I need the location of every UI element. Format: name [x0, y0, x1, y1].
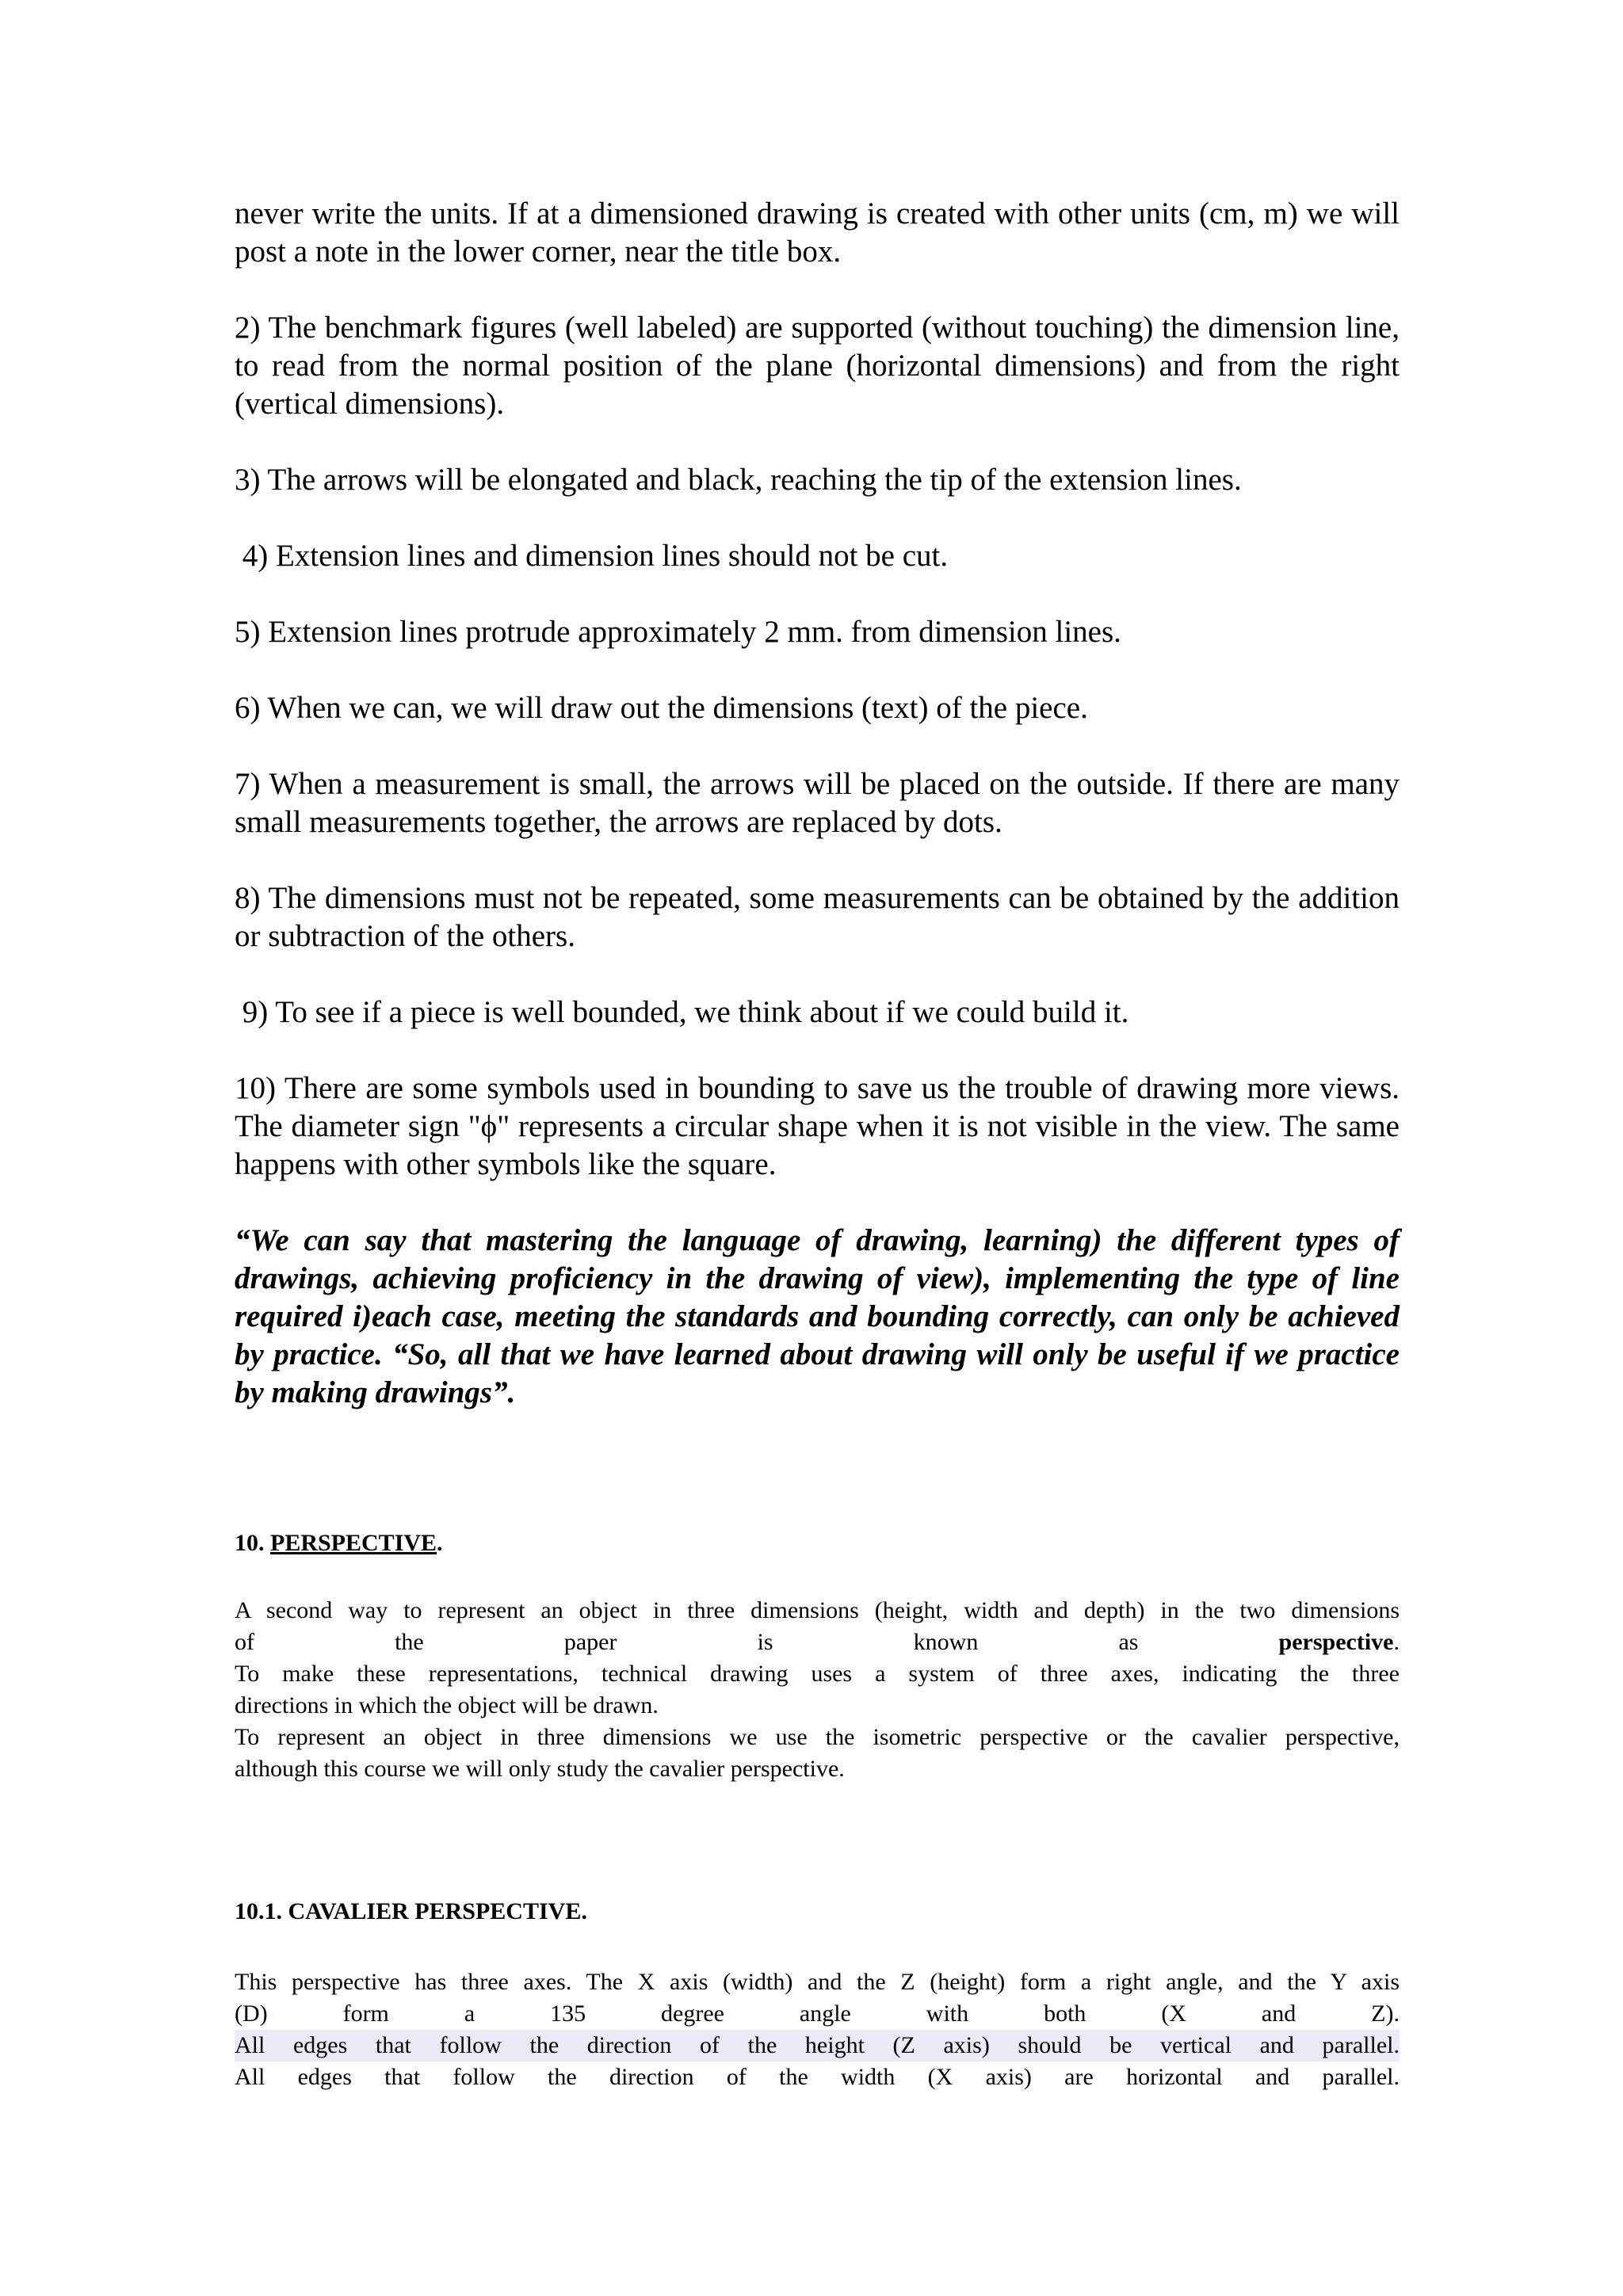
- closing-quote: “We can say that mastering the language of drawing, learning) the different types of drawings, achieving proficiency in the drawing of view), implementing the type of line required i)each case, meeting the standards and bounding correctly, can only be achieved by practice. “So, all that we have learned about drawing will only be useful if we practice by making drawings”.: [235, 1223, 1400, 1409]
- text-line: This perspective has three axes. The X axis (width) and the Z (height) form a right angle, and the Y axis: [235, 1969, 1400, 1995]
- paragraph-rule-8: 8) The dimensions must not be repeated, some measurements can be obtained by the addition or subtraction of the others.: [235, 881, 1400, 953]
- perspective-paragraph: [235, 1595, 1400, 1785]
- text-line: To represent an object in three dimensions we use the isometric perspective or the cavalier perspective,: [235, 1724, 1400, 1750]
- paragraph-rule-9: 9) To see if a piece is well bounded, we think about if we could build it.: [235, 995, 1129, 1029]
- cavalier-paragraph: [235, 1966, 1400, 2093]
- text-line: although this course we will only study the cavalier perspective.: [235, 1756, 845, 1782]
- paragraph-rule-5: 5) Extension lines protrude approximately 2 mm. from dimension lines.: [235, 615, 1121, 649]
- paragraph-rule-6: 6) When we can, we will draw out the dimensions (text) of the piece.: [235, 691, 1088, 725]
- section-number: 10.: [235, 1530, 270, 1556]
- paragraph-rule-10: 10) There are some symbols used in bounding to save us the trouble of drawing more views. The diameter sign "ϕ" represents a circular shape when it is not visible in the view. The same happens with other symbols like the square.: [235, 1071, 1400, 1181]
- text-line: directions in which the object will be drawn.: [235, 1692, 659, 1718]
- paragraph-rule-7: 7) When a measurement is small, the arrows will be placed on the outside. If there are many small measurements together, the arrows are replaced by dots.: [235, 767, 1400, 839]
- paragraph-rule-2: 2) The benchmark figures (well labeled) are supported (without touching) the dimension line, to read from the normal position of the plane (horizontal dimensions) and from the right (vertical dimensions).: [235, 311, 1400, 421]
- paragraph-rule-3: 3) The arrows will be elongated and black, reaching the tip of the extension lines.: [235, 463, 1242, 497]
- section-title: PERSPECTIVE: [270, 1530, 437, 1556]
- section-heading-cavalier-perspective: 10.1. CAVALIER PERSPECTIVE.: [235, 1898, 587, 1924]
- section-heading-perspective: [235, 1529, 443, 1558]
- bold-term-period: .: [1393, 1629, 1400, 1655]
- paragraph-units-note: never write the units. If at a dimensioned drawing is created with other units (cm, m) we will post a note in the lower corner, near the title box.: [235, 196, 1400, 269]
- paragraph-rule-4: 4) Extension lines and dimension lines should not be cut.: [235, 539, 949, 573]
- highlighted-text-line: All edges that follow the direction of the height (Z axis) should be vertical and parallel.: [235, 2030, 1400, 2061]
- text-line-with-term: [235, 1627, 1400, 1658]
- text-line: A second way to represent an object in three dimensions (height, width and depth) in the two dimensions: [235, 1597, 1400, 1623]
- text-line: (D) form a 135 degree angle with both (X and Z).: [235, 2000, 1400, 2027]
- section-title-period: .: [437, 1530, 443, 1556]
- text-line-start: of the paper is known as: [235, 1629, 1139, 1655]
- text-line: To make these representations, technical drawing uses a system of three axes, indicating the three: [235, 1661, 1400, 1687]
- bold-term: perspective: [1278, 1629, 1394, 1655]
- text-line: All edges that follow the direction of the width (X axis) are horizontal and parallel.: [235, 2064, 1400, 2090]
